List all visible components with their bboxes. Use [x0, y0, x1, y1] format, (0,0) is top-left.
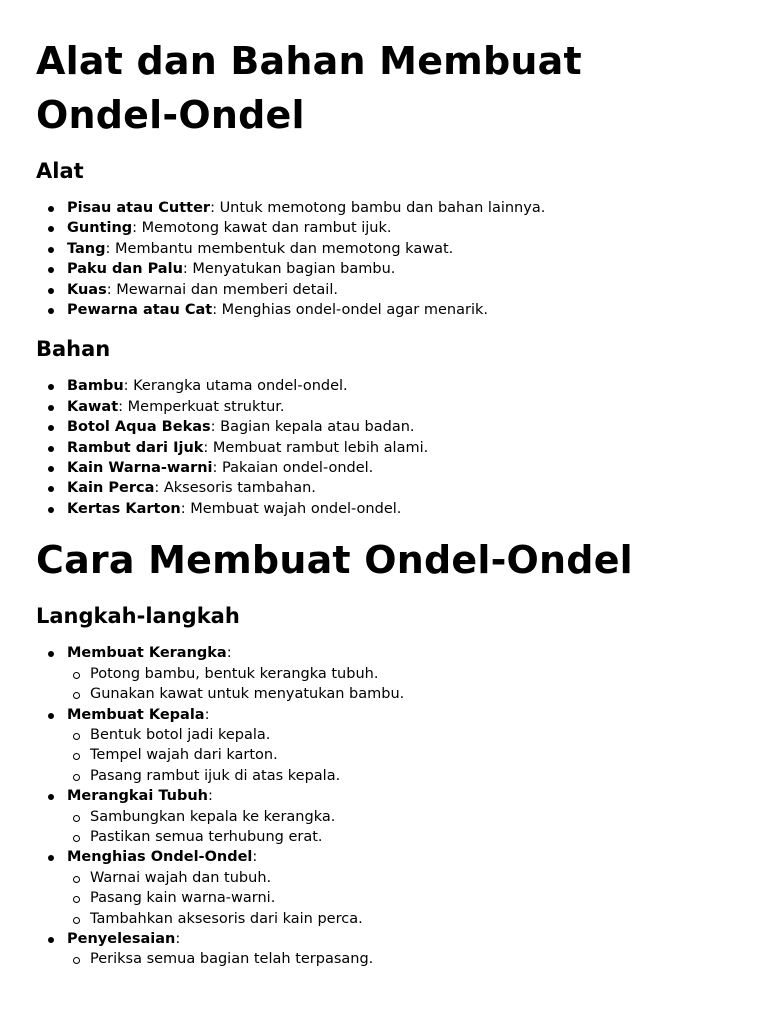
list-item: [67, 259, 732, 279]
list-item: [67, 417, 732, 437]
item-desc: : Pakaian ondel-ondel.: [212, 460, 374, 477]
item-desc: : Bagian kepala atau badan.: [210, 419, 415, 436]
step-colon: :: [252, 849, 258, 866]
bahan-heading: Bahan: [36, 337, 111, 362]
item-desc: : Memotong kawat dan rambut ijuk.: [132, 220, 392, 237]
list-item: [67, 198, 732, 218]
sub-item: Bentuk botol jadi kepala.: [90, 725, 732, 745]
item-term: Kawat: [67, 398, 119, 415]
list-item: [67, 376, 732, 396]
sub-item: Tempel wajah dari karton.: [90, 745, 732, 765]
item-term: Pisau atau Cutter: [67, 200, 211, 216]
item-term: Kain Perca: [67, 480, 155, 497]
step-term: Membuat Kerangka: [67, 645, 227, 662]
item-term: Kuas: [67, 281, 107, 298]
alat-heading: Alat: [36, 159, 84, 183]
step-item: [67, 705, 732, 787]
step-item: [67, 786, 732, 847]
sub-item: Tambahkan aksesoris dari kain perca.: [90, 909, 732, 929]
sub-item: Sambungkan kepala ke kerangka.: [90, 807, 732, 827]
item-term: Kain Warna-warni: [67, 460, 213, 477]
sub-item: Gunakan kawat untuk menyatukan bambu.: [90, 684, 732, 704]
sub-item: Pasang kain warna-warni.: [90, 888, 732, 908]
item-term: Rambut dari Ijuk: [67, 439, 204, 456]
list-item: [67, 438, 732, 458]
step-term: Menghias Ondel-Ondel: [67, 849, 253, 866]
step-colon: :: [204, 706, 210, 723]
alat-list: [36, 198, 732, 320]
item-desc: : Aksesoris tambahan.: [154, 480, 316, 497]
sub-item: Pastikan semua terhubung erat.: [90, 827, 732, 847]
list-item: [67, 499, 732, 519]
sub-list: [67, 868, 732, 929]
sub-item: Warnai wajah dan tubuh.: [90, 868, 732, 888]
sub-list: [67, 725, 732, 786]
item-desc: : Membuat rambut lebih alami.: [203, 439, 429, 456]
step-colon: :: [226, 645, 232, 662]
step-term: Penyelesaian: [67, 930, 176, 947]
sub-list: [67, 807, 732, 848]
item-term: Paku dan Palu: [67, 261, 183, 278]
item-desc: : Untuk memotong bambu dan bahan lainnya.: [210, 200, 546, 216]
step-item: [67, 643, 732, 704]
list-item: [67, 280, 732, 300]
list-item: [67, 239, 732, 259]
list-item: [67, 300, 732, 320]
item-term: Tang: [67, 240, 106, 257]
bahan-list: [36, 376, 732, 519]
sub-item: Potong bambu, bentuk kerangka tubuh.: [90, 664, 732, 684]
step-term: Merangkai Tubuh: [67, 788, 208, 805]
item-term: Botol Aqua Bekas: [67, 419, 211, 436]
item-desc: : Menghias ondel-ondel agar menarik.: [212, 302, 488, 319]
item-desc: : Menyatukan bagian bambu.: [182, 261, 396, 278]
sub-list: [67, 949, 732, 969]
step-item: [67, 929, 732, 970]
langkah-heading: Langkah-langkah: [36, 604, 240, 629]
item-desc: : Kerangka utama ondel-ondel.: [123, 378, 348, 395]
item-desc: : Mewarnai dan memberi detail.: [106, 281, 338, 298]
item-term: Pewarna atau Cat: [67, 302, 213, 319]
steps-list: [36, 643, 732, 970]
item-desc: : Membuat wajah ondel-ondel.: [180, 500, 402, 517]
list-item: [67, 397, 732, 417]
step-colon: :: [175, 930, 181, 947]
item-term: Kertas Karton: [67, 500, 181, 517]
section-title: Cara Membuat Ondel-Ondel: [36, 538, 633, 583]
item-desc: : Memperkuat struktur.: [118, 398, 285, 415]
page-title: Alat dan Bahan Membuat Ondel-Ondel: [36, 39, 582, 137]
sub-item: Pasang rambut ijuk di atas kepala.: [90, 766, 732, 786]
sub-item: Periksa semua bagian telah terpasang.: [90, 949, 732, 969]
step-colon: :: [208, 788, 213, 805]
list-item: [67, 218, 732, 238]
sub-list: [67, 664, 732, 705]
item-term: Bambu: [67, 378, 124, 395]
step-item: [67, 847, 732, 929]
step-term: Membuat Kepala: [67, 706, 205, 723]
item-term: Gunting: [67, 220, 133, 237]
item-desc: : Membantu membentuk dan memotong kawat.: [105, 240, 454, 257]
list-item: [67, 458, 732, 478]
list-item: [67, 478, 732, 498]
